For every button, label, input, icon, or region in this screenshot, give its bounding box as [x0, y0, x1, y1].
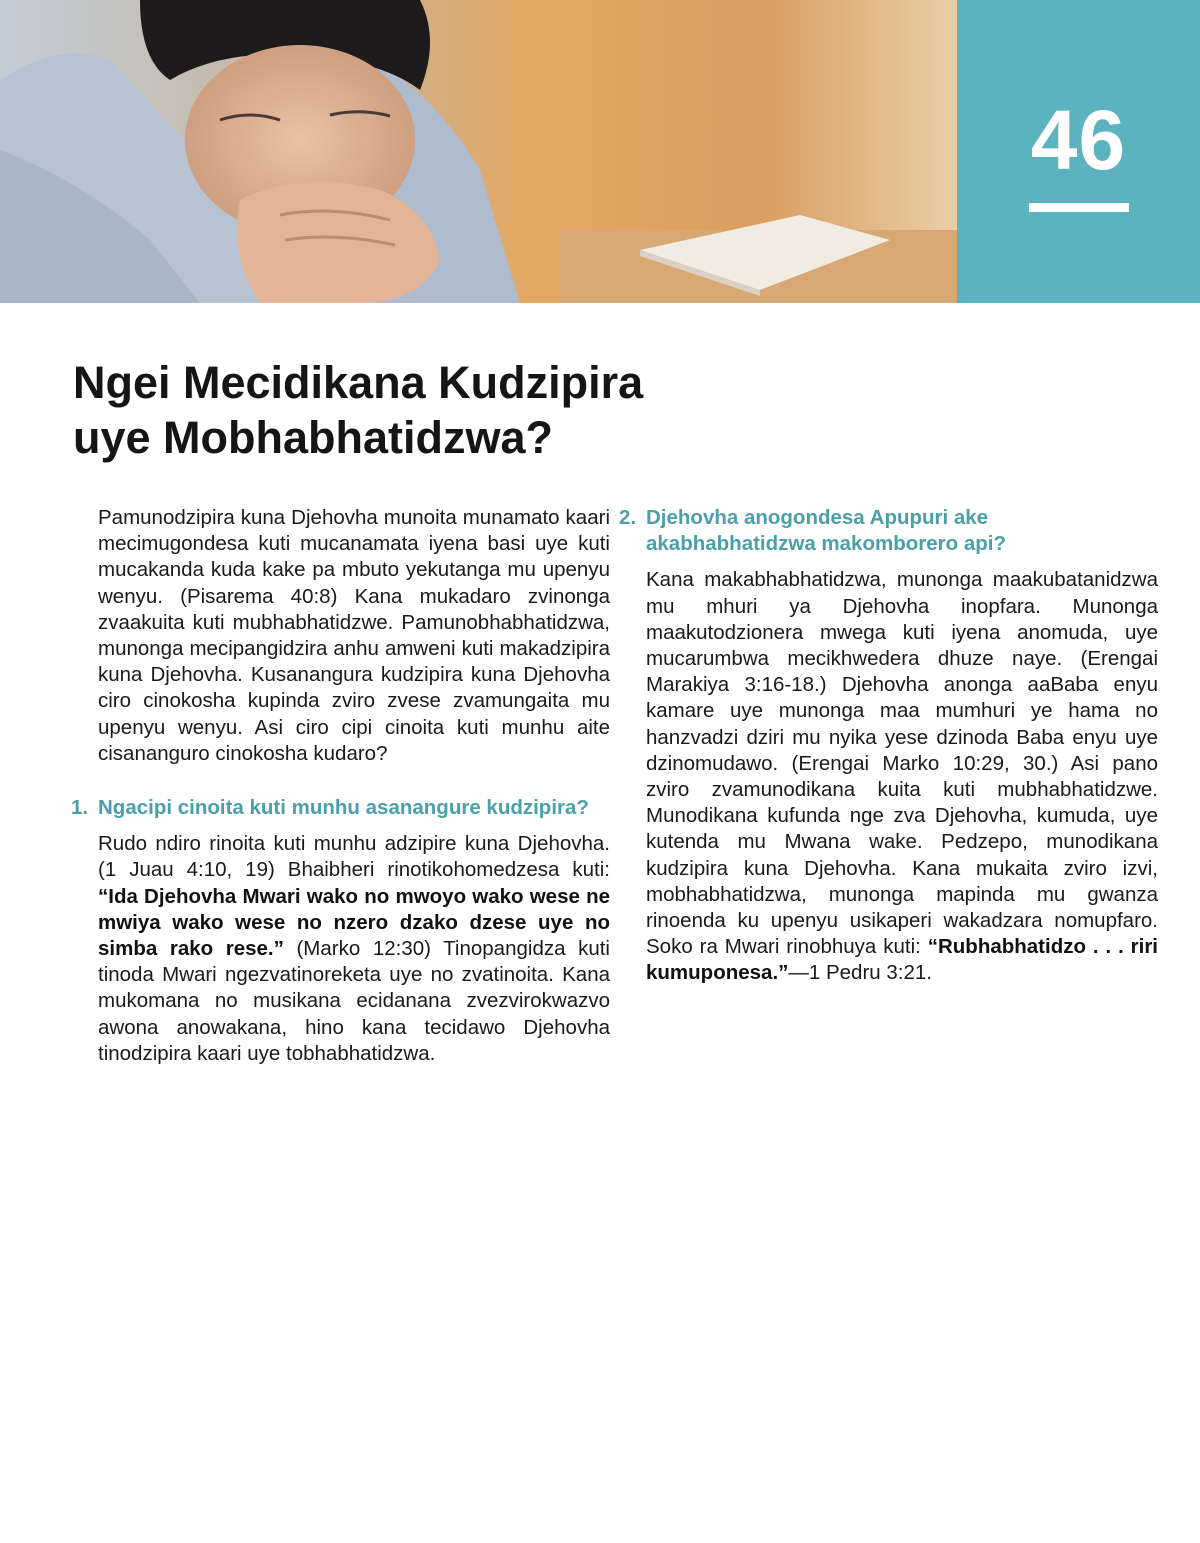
section1-heading-text: Ngacipi cinoita kuti munhu asanangure kudzipira?	[98, 796, 589, 820]
section1-text-before: Rudo ndiro rinoita kuti munhu adzipire kuna Djehovha. (1 Juau 4:10, 19) Bhaibheri rinotikohomedzesa kuti:	[98, 832, 610, 882]
lesson-number-panel	[957, 0, 1200, 303]
left-column	[71, 505, 610, 1067]
right-column	[619, 505, 1159, 987]
section1-quote: “Ida Djehovha Mwari wako no mwoyo wako wese ne mwiya wako wese no nzero dzako dzese uye no simba rako rese.”	[98, 884, 610, 961]
section2-number: 2.	[619, 506, 637, 529]
intro-paragraph: Pamunodzipira kuna Djehovha munoita munamato kaari mecimugondesa kuti mucanamata iyena basi uye kuti mucakanda kuda kake pa mbuto yekutanga mu upenyu wenyu. (Pisarema 40:8) Kana mukadaro zvinonga zvaakuita kuti mubhabhatidzwe. Pamunobhabhatidzwa, munonga mecipangidzira anhu amweni kuti makadzipira kuna Djehovha. Kusanangura kudzipira kuna Djehovha ciro cinokosha kupinda zviro zvese zvamungaita mu upenyu wenyu. Asi ciro cipi cinoita kuti munhu aite cisananguro cinokosha kudaro?	[98, 506, 610, 765]
section2-heading-text: Djehovha anogondesa Apupuri ake akabhabhatidzwa makomborero api?	[646, 506, 1006, 556]
section1-heading	[71, 795, 610, 821]
page-title	[73, 355, 873, 465]
page-title-line2: uye Mobhabhatidzwa?	[73, 412, 554, 463]
page-title-line1: Ngei Mecidikana Kudzipira	[73, 357, 644, 408]
section2-paragraph	[646, 567, 1158, 986]
person-praying-photo	[0, 0, 957, 303]
section2-text-before: Kana makabhabhatidzwa, munonga maakubatanidzwa mu mhuri ya Djehovha inopfara. Munonga maakutodzionera mwega kuti iyena anomuda, uye mucarumbwa mecikhwedera dhuze naye. (Erengai Marakiya 3:16-18.) Djehovha anonga aaBaba enyu kamare uye munonga maa mumhuri ye hama no hanzvadzi dziri mu nyika yese dzinoda Baba enyu uye dzinomudawo. (Erengai Marko 10:29, 30.) Asi pano zviro zvamunodikana kuita kuti mubhabhatidzwe. Munodikana kufunda nge zva Djehovha, kumuda, uye kutenda mu Mwana wake. Pedzepo, munodikana kudzipira kuna Djehovha. Kana mukaita zviro izvi, mobhabhatidzwa, munonga mapinda mu gwanza rinoenda ku upenyu usikaperi wakadzara nomupfaro. Soko ra Mwari rinobhuya kuti:	[646, 568, 1158, 959]
section1-number: 1.	[71, 796, 89, 820]
photo-illustration	[0, 0, 957, 303]
section2-heading	[619, 505, 1158, 557]
section1-text-after: (Marko 12:30) Tinopangidza kuti tinoda Mwari ngezvatinoreketa uye no zvatinoita. Kana mukomana no musikana ecidanana zvezvirokwazvo awona anowakana, hino kana tecidawo Djehovha tinodzipira kaari uye tobhabhatidzwa.	[98, 937, 610, 1065]
section2-text-after: —1 Pedru 3:21.	[788, 961, 932, 985]
lesson-number-underline	[1029, 203, 1129, 212]
lesson-number: 46	[1030, 93, 1127, 187]
section2-quote: “Rubhabhatidzo . . . riri kumuponesa.”	[646, 935, 1159, 985]
section1-paragraph	[98, 831, 610, 1067]
